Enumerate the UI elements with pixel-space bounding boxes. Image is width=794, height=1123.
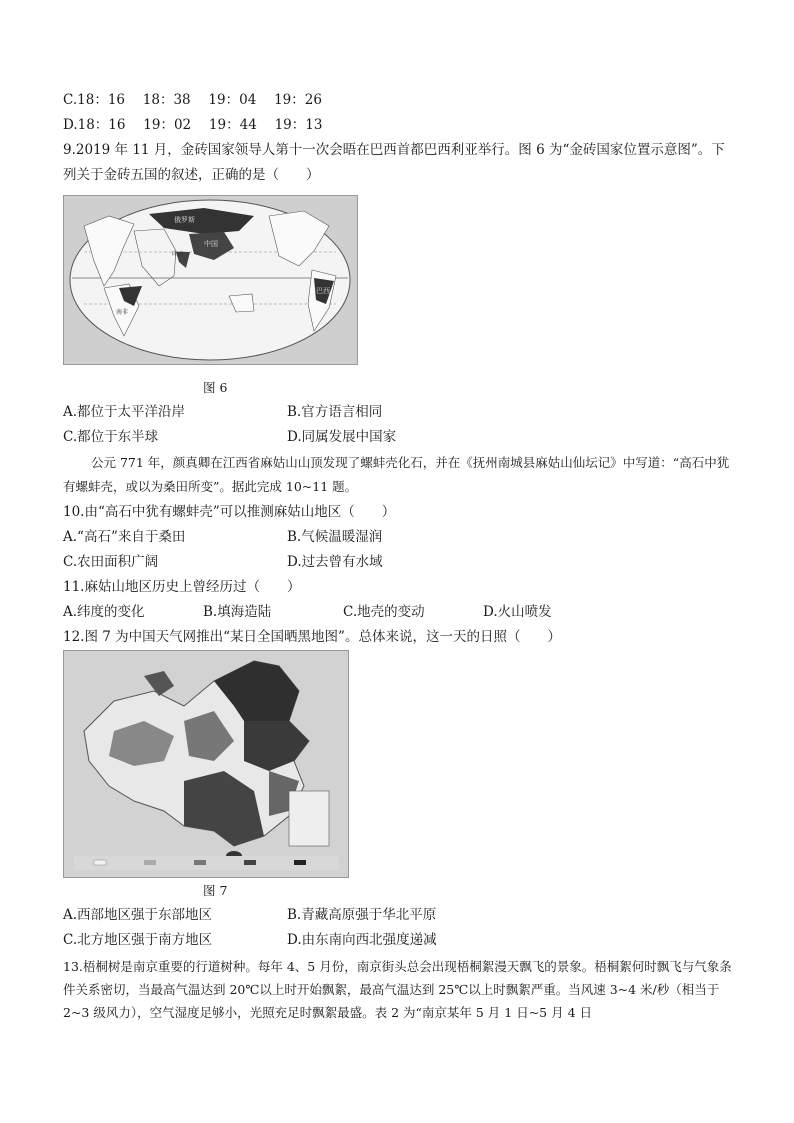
q9-option-b: B.官方语言相同 <box>287 404 383 420</box>
figure-6-world-map <box>63 195 358 365</box>
q10-option-b: B.气候温暖湿润 <box>287 529 383 545</box>
q12-option-c: C.北方地区强于南方地区 <box>63 932 213 948</box>
q11-option-d: D.火山喷发 <box>483 604 552 620</box>
q10-option-a: A.“高石”来自于桑田 <box>63 529 186 545</box>
q9-option-d: D.同属发展中国家 <box>287 429 397 445</box>
q10-option-c: C.农田面积广阔 <box>63 554 159 570</box>
q8-option-c: C.18：16 18：38 19：04 19：26 <box>63 92 322 108</box>
q11-option-a: A.纬度的变化 <box>63 604 145 620</box>
q9-option-c: C.都位于东半球 <box>63 429 159 445</box>
q11-option-c: C.地壳的变动 <box>343 604 425 620</box>
fig6-label-south-africa: 南非 <box>116 309 129 316</box>
q9-option-a: A.都位于太平洋沿岸 <box>63 404 186 420</box>
q10-option-d: D.过去曾有水域 <box>287 554 383 570</box>
fig6-label-russia: 俄罗斯 <box>174 216 195 224</box>
q13-stem: 13.梧桐树是南京重要的行道树种。每年 4、5 月份，南京街头总会出现梧桐絮漫天飘飞的景象。梧桐絮何时飘飞与气象条件关系密切，当最高气温达到 20℃以上时开始飘絮，最高气温达到 25℃以上时飘絮严重。当风速 3~4 米/秒（相当于 2~3 级风力），空气湿度足够小，光照充足时飘絮最盛。表 2 为“南京某年 5 月 1 日~5 月 4 日 <box>63 959 732 1020</box>
q11-option-b: B.填海造陆 <box>203 604 272 620</box>
figure-7-caption: 图 7 <box>203 883 228 898</box>
fig6-label-brazil: 巴西 <box>316 287 330 295</box>
figure-7-china-sunshine-map <box>63 650 349 878</box>
q10-stem: 10.由“高石中犹有螺蚌壳”可以推测麻姑山地区（ ） <box>63 504 396 520</box>
q12-option-d: D.由东南向西北强度递减 <box>287 932 437 948</box>
q12-stem: 12.图 7 为中国天气网推出“某日全国晒黑地图”。总体来说，这一天的日照（ ） <box>63 629 561 645</box>
q9-stem-line2: 列关于金砖五国的叙述，正确的是（ ） <box>63 167 320 183</box>
figure-6-caption: 图 6 <box>203 380 228 395</box>
fig6-label-china: 中国 <box>204 240 218 248</box>
q12-option-a: A.西部地区强于东部地区 <box>63 907 213 923</box>
fig6-label-india: 印度 <box>172 251 185 258</box>
q11-stem: 11.麻姑山地区历史上曾经历过（ ） <box>63 579 301 595</box>
q9-stem-line1: 9.2019 年 11 月，金砖国家领导人第十一次会晤在巴西首都巴西利亚举行。图 6 为“金砖国家位置示意图”。下 <box>63 142 725 158</box>
q12-option-b: B.青藏高原强于华北平原 <box>287 907 437 923</box>
q8-option-d: D.18：16 19：02 19：44 19：13 <box>63 117 323 133</box>
passage-10-11: 公元 771 年，颜真卿在江西省麻姑山山顶发现了螺蚌壳化石，并在《抚州南城县麻姑山仙坛记》中写道：“高石中犹有螺蚌壳，或以为桑田所变”。据此完成 10~11 题。 <box>63 455 730 494</box>
